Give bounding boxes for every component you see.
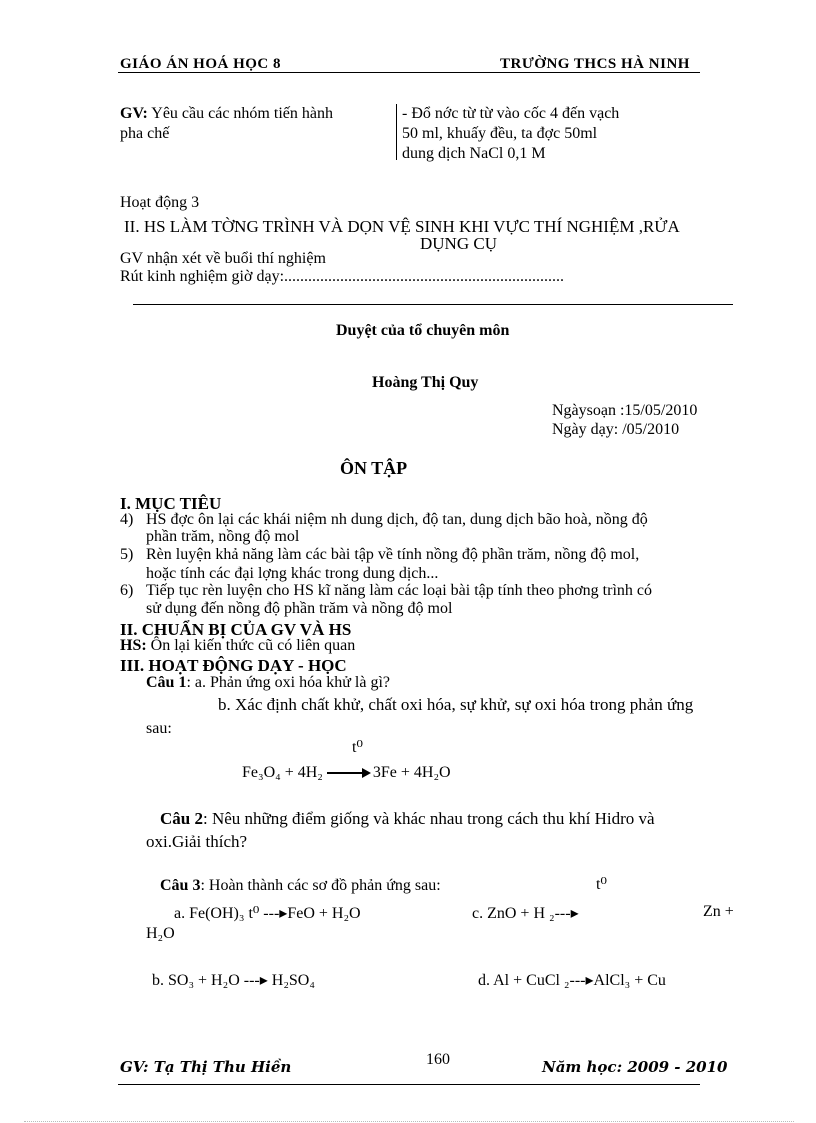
reaction-a: a. Fe(OH)₃ t⁰ ---▸FeO + H₂O bbox=[174, 905, 361, 922]
question-1-a-text: : a. Phản ứng oxi hóa khử là gì? bbox=[186, 674, 390, 691]
activity-heading-2: DỤNG CỤ bbox=[420, 234, 497, 253]
reaction-c: c. ZnO + H ₂---▸ bbox=[472, 905, 579, 922]
header-left: GIÁO ÁN HOÁ HỌC 8 bbox=[120, 56, 282, 72]
objective-1-line-1: HS đợc ôn lại các khái niệm nh dung dịch, độ tan, dung dịch bão hoà, nồng độ bbox=[146, 511, 648, 528]
activity-line-1: GV nhận xét về buổi thí nghiệm bbox=[120, 250, 326, 267]
question-3-condition: t⁰ bbox=[596, 876, 607, 893]
header-right: TRƯỜNG THCS HÀ NINH bbox=[500, 56, 690, 72]
question-1-label: Câu 1 bbox=[146, 674, 187, 691]
section-1-heading: I. MỤC TIÊU bbox=[120, 494, 222, 513]
reaction-b: b. SO₃ + H₂O ---▸ H₂SO₄ bbox=[152, 972, 315, 989]
hs-label: HS: bbox=[120, 637, 147, 654]
objective-2-line-2: hoặc tính các đại lợng khác trong dung dịch... bbox=[146, 565, 439, 582]
activity-title: Hoạt động 3 bbox=[120, 194, 200, 211]
question-1-b-2: sau: bbox=[146, 720, 172, 737]
reaction-c-product: Zn + bbox=[703, 903, 734, 920]
equation-left: Fe₃O₄ + 4H₂ bbox=[242, 764, 323, 781]
equation-condition: t⁰ bbox=[352, 739, 363, 756]
question-1-b: b. Xác định chất khử, chất oxi hóa, sự khử, sự oxi hóa trong phản ứng bbox=[218, 695, 694, 714]
reaction-d: d. Al + CuCl ₂---▸AlCl₃ + Cu bbox=[478, 972, 666, 989]
reaction-c-continued: H₂O bbox=[146, 925, 175, 942]
gv-label: GV: bbox=[120, 105, 148, 122]
activity-heading-1: II. HS LÀM TỜNG TRÌNH VÀ DỌN VỆ SINH KHI VỰC THÍ NGHIỆM ,RỬA bbox=[124, 217, 680, 236]
separator-rule bbox=[133, 304, 733, 305]
question-2-label: Câu 2 bbox=[160, 809, 203, 828]
question-2-line-1 bbox=[160, 809, 655, 829]
question-3-label: Câu 3 bbox=[160, 877, 201, 894]
equation-1 bbox=[242, 764, 451, 782]
section-3-heading: III. HOẠT ĐỘNG DẠY - HỌC bbox=[120, 656, 347, 675]
section-2-hs bbox=[120, 637, 355, 655]
footer-teacher: GV: Tạ Thị Thu Hiền bbox=[120, 1058, 292, 1076]
table-left bbox=[120, 105, 333, 123]
approval-title: Duyệt của tổ chuyên môn bbox=[336, 322, 510, 339]
objective-num-2: 5) bbox=[120, 546, 134, 563]
equation-right: 3Fe + 4H₂O bbox=[372, 764, 451, 781]
page-number: 160 bbox=[426, 1051, 450, 1068]
table-left-text-1: Yêu cầu các nhóm tiến hành bbox=[151, 105, 333, 122]
table-divider bbox=[396, 104, 397, 160]
table-right-2: 50 ml, khuấy đều, ta đợc 50ml bbox=[402, 125, 598, 142]
question-2-text-1: : Nêu những điểm giống và khác nhau trong cách thu khí Hidro và bbox=[202, 809, 655, 828]
approval-name: Hoàng Thị Quy bbox=[372, 374, 479, 391]
hs-text: Ôn lại kiến thức cũ có liên quan bbox=[150, 637, 356, 654]
page-edge-dots bbox=[24, 1121, 794, 1122]
footer-school-year: Năm học: 2009 - 2010 bbox=[542, 1058, 728, 1076]
objective-3-line-1: Tiếp tục rèn luyện cho HS kĩ năng làm các loại bài tập tính theo phơng trình có bbox=[146, 582, 652, 599]
date-prepared: Ngàysoạn :15/05/2010 bbox=[552, 402, 698, 419]
objective-num-1: 4) bbox=[120, 511, 134, 528]
question-3-text: : Hoàn thành các sơ đồ phản ứng sau: bbox=[200, 877, 441, 894]
header-rule bbox=[118, 72, 700, 73]
table-left-text-2: pha chế bbox=[120, 125, 170, 142]
question-1-a bbox=[146, 674, 390, 692]
activity-line-2: Rút kinh nghiệm giờ dạy:...................................................................... bbox=[120, 268, 565, 285]
lesson-title: ÔN TẬP bbox=[340, 458, 408, 478]
table-right-3: dung dịch NaCl 0,1 M bbox=[402, 145, 546, 162]
table-right-1: - Đổ nớc từ từ vào cốc 4 đến vạch bbox=[402, 105, 620, 122]
question-2-line-2: oxi.Giải thích? bbox=[146, 832, 248, 851]
objective-2-line-1: Rèn luyện khả năng làm các bài tập về tính nồng độ phần trăm, nồng độ mol, bbox=[146, 546, 640, 563]
footer-rule bbox=[118, 1084, 700, 1085]
objective-1-line-2: phần trăm, nồng độ mol bbox=[146, 528, 300, 545]
objective-3-line-2: sử dụng đến nồng độ phần trăm và nồng độ mol bbox=[146, 600, 453, 617]
objective-num-3: 6) bbox=[120, 582, 134, 599]
date-taught: Ngày dạy: /05/2010 bbox=[552, 421, 680, 438]
question-3 bbox=[160, 877, 441, 895]
right-arrow-icon bbox=[327, 772, 369, 774]
section-2-heading: II. CHUẨN BỊ CỦA GV VÀ HS bbox=[120, 620, 352, 639]
